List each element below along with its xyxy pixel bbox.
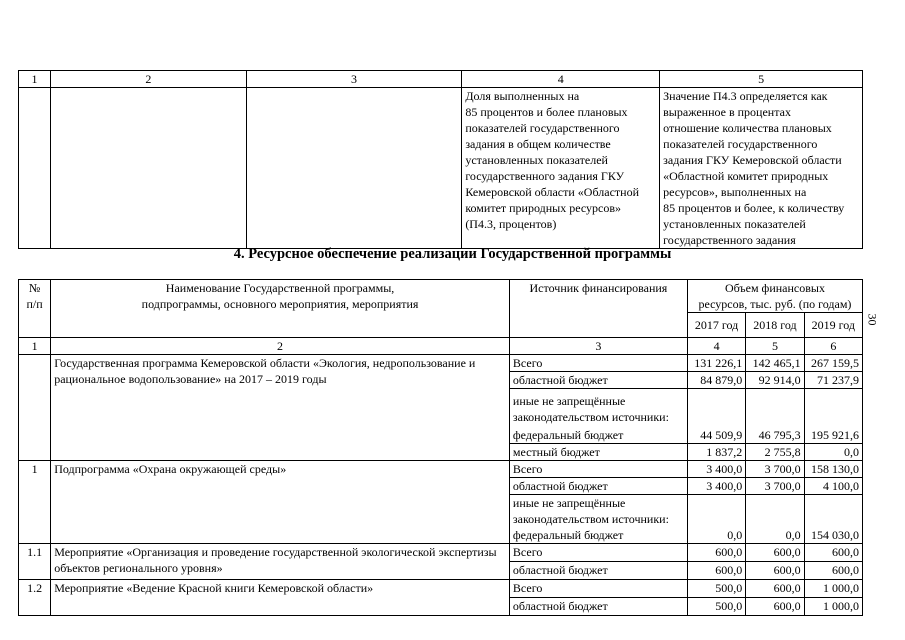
value-cell: 600,0 [687,544,745,562]
table-row [19,580,863,598]
value-cell: 158 130,0 [804,461,862,478]
row-num: 1.2 [19,580,51,616]
value-cell: 4 100,0 [804,478,862,495]
value-cell [687,495,745,528]
col-number: 3 [509,338,687,355]
col-number: 1 [19,338,51,355]
header-row [19,280,863,313]
col-number: 2 [50,71,246,88]
program-name: Мероприятие «Ведение Красной книги Кемеровской области» [51,580,510,616]
header-name: Наименование Государственной программы, подпрограммы, основного мероприятия, мероприятия [51,280,510,338]
value-cell: 44 509,9 [687,425,745,444]
value-cell: 0,0 [804,444,862,461]
year-2018: 2018 год [746,313,804,338]
cell [246,88,462,249]
table-row [19,461,863,478]
value-cell: 600,0 [746,544,804,562]
table-row [19,355,863,372]
value-cell: 600,0 [746,562,804,580]
col-number: 5 [660,71,863,88]
source-cell: иные не запрещённые законодательством источники: [509,495,687,528]
value-cell: 84 879,0 [687,372,745,389]
value-cell: 600,0 [687,562,745,580]
value-cell [687,389,745,426]
value-cell: 3 700,0 [746,478,804,495]
table-row [19,88,863,249]
value-cell: 154 030,0 [804,527,862,544]
source-cell: областной бюджет [509,372,687,389]
indicators-table [18,70,863,249]
value-cell: 267 159,5 [804,355,862,372]
value-cell [746,495,804,528]
value-cell: 1 837,2 [687,444,745,461]
value-cell: 2 755,8 [746,444,804,461]
indicator-method-cell: Значение П4.3 определяется как выраженное в процентах отношение количества плановых показателей государственного задания ГКУ Кемеровской области «Областной комитет природных ресурсов», выполненных на 85 процентов и более, к количеству установленных показателей государственного задания [660,88,863,249]
col-number: 6 [804,338,862,355]
source-cell: федеральный бюджет [509,527,687,544]
value-cell [804,495,862,528]
col-number: 3 [246,71,462,88]
value-cell: 600,0 [804,544,862,562]
program-name: Мероприятие «Организация и проведение государственной экологической экспертизы объектов регионального уровня» [51,544,510,580]
col-number: 1 [19,71,51,88]
source-cell: Всего [509,580,687,598]
header-volume: Объем финансовых ресурсов, тыс. руб. (по годам) [687,280,862,313]
value-cell: 1 000,0 [804,598,862,616]
column-number-row [19,338,863,355]
source-cell: федеральный бюджет [509,425,687,444]
value-cell: 600,0 [746,580,804,598]
source-cell: Всего [509,544,687,562]
source-cell: областной бюджет [509,598,687,616]
value-cell: 195 921,6 [804,425,862,444]
value-cell: 71 237,9 [804,372,862,389]
col-number: 2 [51,338,510,355]
header-source: Источник финансирования [509,280,687,338]
value-cell [804,389,862,426]
value-cell: 0,0 [746,527,804,544]
value-cell: 46 795,3 [746,425,804,444]
program-name: Государственная программа Кемеровской области «Экология, недропользование и рациональное водопользование» на 2017 – 2019 годы [51,355,510,461]
value-cell: 1 000,0 [804,580,862,598]
source-cell: Всего [509,355,687,372]
year-2019: 2019 год [804,313,862,338]
header-num: № п/п [19,280,51,338]
value-cell: 3 400,0 [687,478,745,495]
value-cell: 600,0 [804,562,862,580]
value-cell: 131 226,1 [687,355,745,372]
value-cell: 0,0 [687,527,745,544]
section-title: 4. Ресурсное обеспечение реализации Государственной программы [233,246,672,262]
indicator-name-cell: Доля выполненных на 85 процентов и более плановых показателей государственного задания в общем количестве установленных показателей государственного задания ГКУ Кемеровской области «Областной комитет природных ресурсов» (П4.3, процентов) [462,88,660,249]
year-2017: 2017 год [687,313,745,338]
col-number: 4 [687,338,745,355]
source-cell: иные не запрещённые законодательством источники: [509,389,687,426]
source-cell: областной бюджет [509,478,687,495]
value-cell: 500,0 [687,598,745,616]
source-cell: областной бюджет [509,562,687,580]
column-number-row [19,71,863,88]
col-number: 4 [462,71,660,88]
value-cell: 500,0 [687,580,745,598]
col-number: 5 [746,338,804,355]
value-cell: 3 700,0 [746,461,804,478]
row-num: 1.1 [19,544,51,580]
cell [50,88,246,249]
value-cell: 600,0 [746,598,804,616]
row-num [19,355,51,461]
value-cell: 92 914,0 [746,372,804,389]
program-name: Подпрограмма «Охрана окружающей среды» [51,461,510,544]
source-cell: Всего [509,461,687,478]
value-cell: 142 465,1 [746,355,804,372]
value-cell [746,389,804,426]
value-cell: 3 400,0 [687,461,745,478]
row-num: 1 [19,461,51,544]
page-number: 30 [865,313,880,326]
source-cell: местный бюджет [509,444,687,461]
table-row [19,544,863,562]
cell [19,88,51,249]
resource-table [18,279,863,616]
